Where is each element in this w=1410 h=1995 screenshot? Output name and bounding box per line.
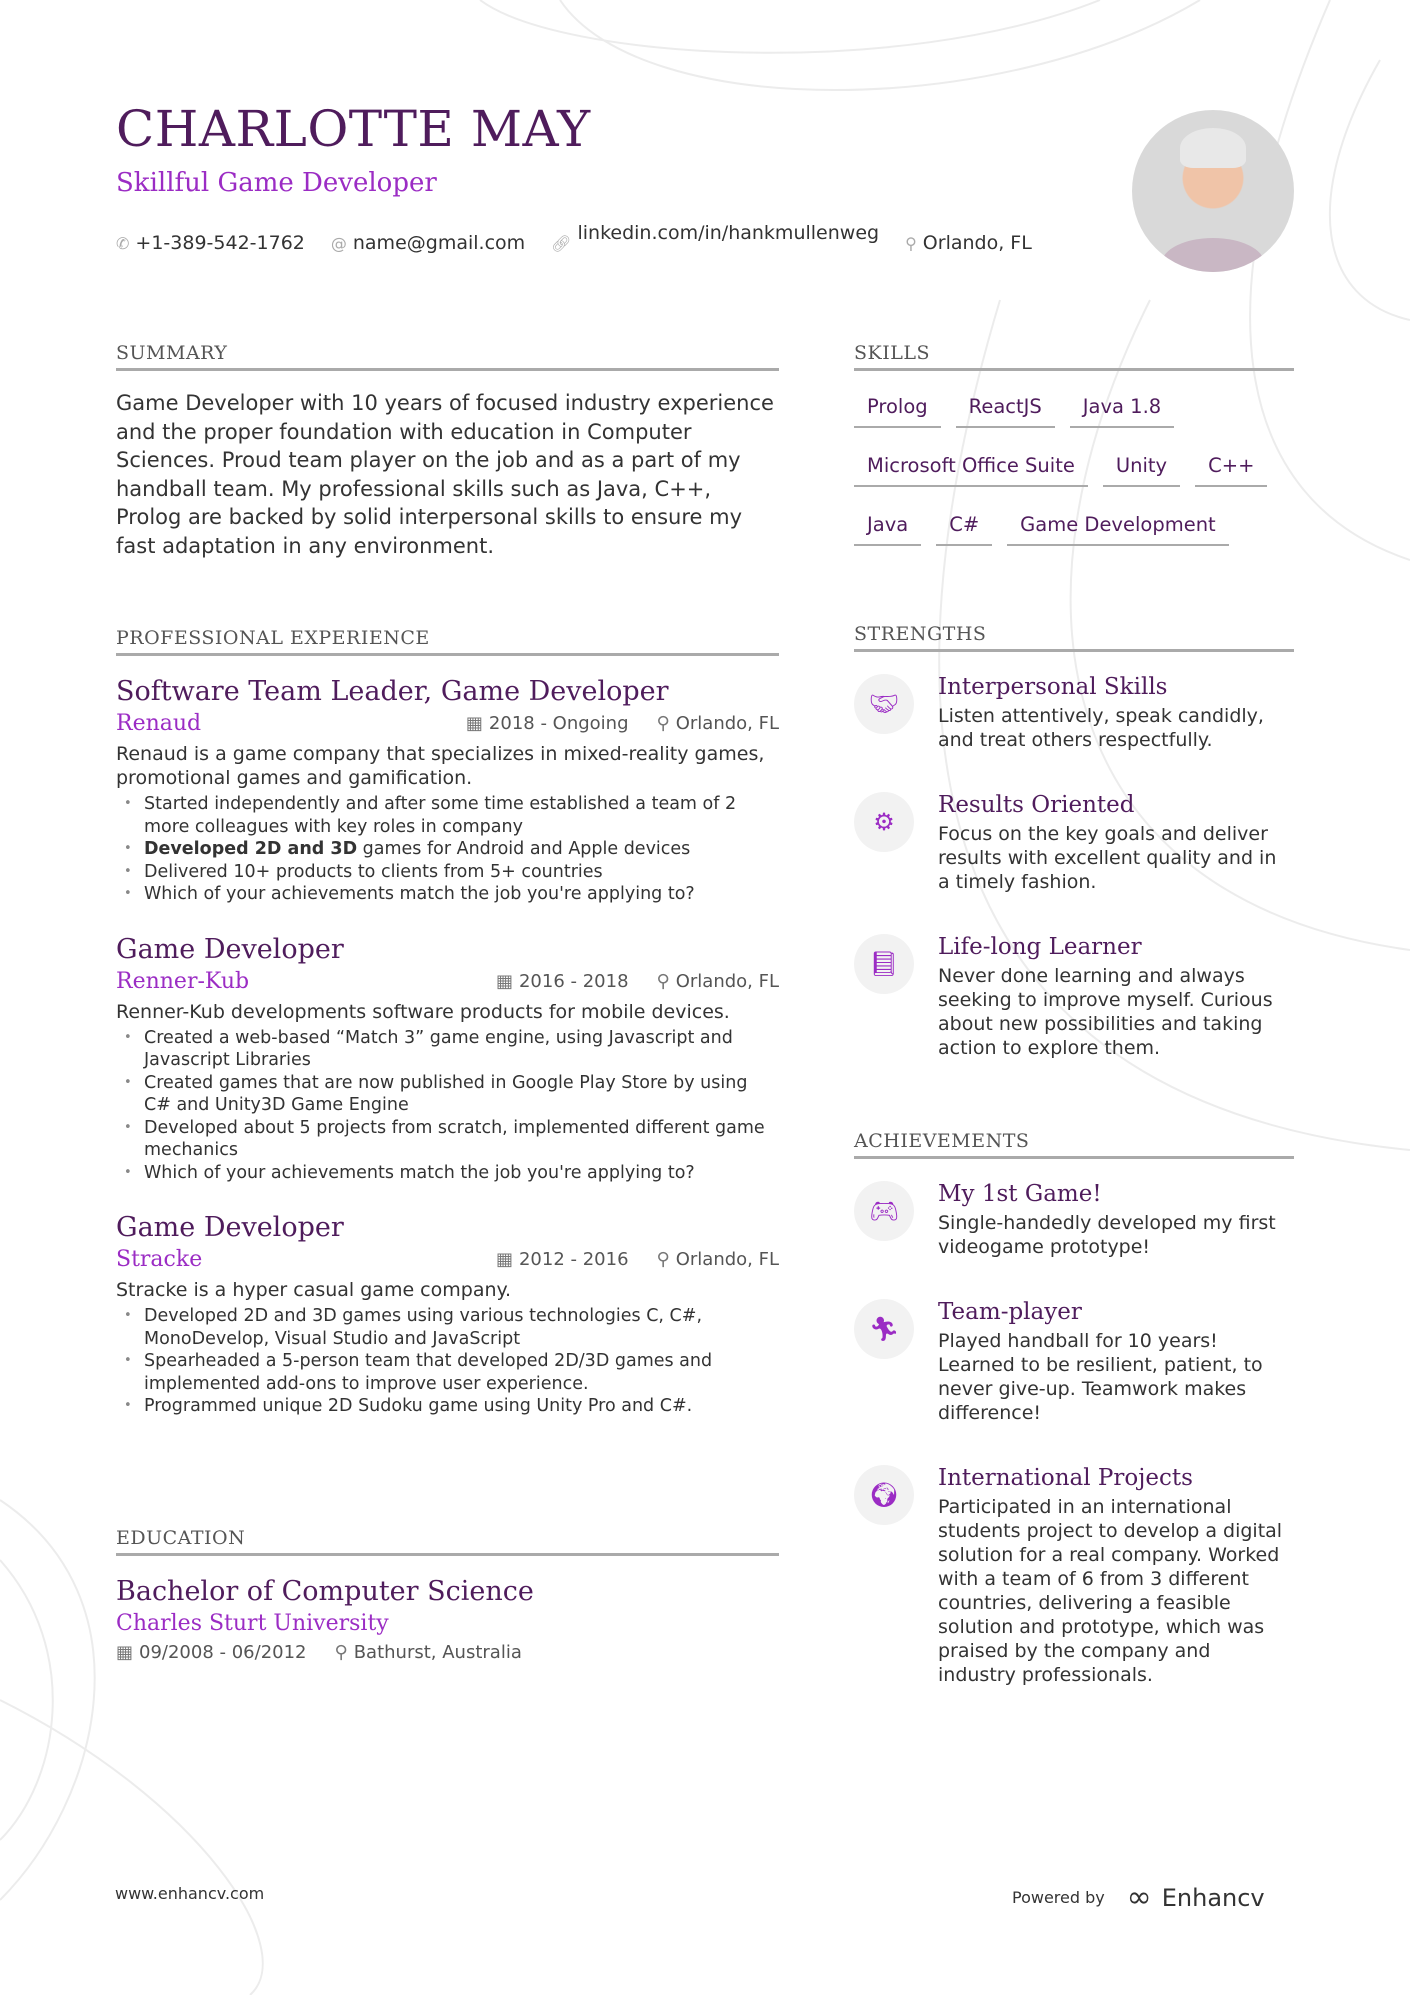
link-icon: 🔗︎ <box>551 233 572 253</box>
achievement-item: 🏃︎ Team-player Played handball for 10 years! Learned to be resilient, patient, to never give-up. Teamwork makes difference! <box>854 1299 1294 1425</box>
contact-location: ⚲ Orlando, FL <box>905 232 1032 254</box>
job-entry: Game Developer Stracke ▦ 2012 - 2016 ⚲ Orlando, FL Stracke is a hyper casual game company. • Developed 2D and 3D games using various technologies C, C#, MonoDevelop, Visual Studio and JavaScript • Spearheaded a 5-person team that developed 2D/3D games and implemented add-ons to improve user experience. • Programmed unique 2D Sudoku game using Unity Pro and C#. <box>116 1212 779 1418</box>
candidate-name: CHARLOTTE MAY <box>116 100 591 158</box>
education-section: EDUCATION Bachelor of Computer Science Charles Sturt University ▦ 09/2008 - 06/2012 ⚲ Bathurst, Australia <box>116 1527 779 1663</box>
skill-tag: Game Development <box>1007 507 1229 546</box>
bullet: • Developed 2D and 3D games using various technologies C, C#, MonoDevelop, Visual Studio and JavaScript <box>116 1305 779 1350</box>
experience-section <box>116 627 779 1418</box>
section-heading: STRENGTHS <box>854 623 1294 652</box>
job-location: ⚲ Orlando, FL <box>656 713 779 734</box>
skills-section <box>854 342 1294 566</box>
bullet: • Delivered 10+ products to clients from 5+ countries <box>116 861 779 884</box>
company-description: Stracke is a hyper casual game company. <box>116 1279 512 1301</box>
company-name: Stracke <box>116 1247 203 1272</box>
globe-icon: 🌍︎ <box>854 1465 914 1525</box>
contact-email[interactable]: @ name@gmail.com <box>330 232 526 254</box>
bullet: • Created a web-based “Match 3” game engine, using Javascript and Javascript Libraries <box>116 1027 779 1072</box>
summary-text: Game Developer with 10 years of focused industry experience and the proper foundation with education in Computer Sciences. Proud team player on the job and as a part of my handball team. My professional skills such as Java, C++, Prolog are backed by solid interpersonal skills to ensure my fast adaptation in any environment. <box>116 391 774 558</box>
company-description: Renaud is a game company that specializes in mixed-reality games, promotional games and gamification. <box>116 743 765 789</box>
skill-tag: ReactJS <box>956 389 1055 428</box>
bullet: • Spearheaded a 5-person team that developed 2D/3D games and implemented add-ons to improve user experience. <box>116 1350 779 1395</box>
phone-icon: ✆ <box>116 233 130 253</box>
job-title: Game Developer <box>116 1212 344 1243</box>
gamepad-icon: 🎮︎ <box>854 1181 914 1241</box>
calendar-icon: ▦ <box>495 1249 513 1270</box>
bullet: • Created games that are now published in Google Play Store by using C# and Unity3D Game Engine <box>116 1072 779 1117</box>
powered-by: Powered by <box>1012 1888 1105 1907</box>
job-entry: Game Developer Renner-Kub ▦ 2016 - 2018 ⚲ Orlando, FL Renner-Kub developments software products for mobile devices. • Created a web-based “Match 3” game engine, using Javascript and Javascript Libraries • Created games that are now published in Google Play Store by using C# and Unity3D Game Engine • Developed about 5 projects from scratch, implemented different game mechanics • Which of your achievements match the job you're applying to? <box>116 934 779 1185</box>
company-name: Renaud <box>116 711 202 736</box>
location-pin-icon: ⚲ <box>905 233 917 253</box>
job-dates: ▦ 2018 - Ongoing <box>465 713 629 734</box>
contact-linkedin[interactable]: 🔗︎ linkedin.com/in/hankmullenweg <box>551 222 880 253</box>
skill-tags <box>854 389 1294 566</box>
strength-item: 📘︎ Life-long Learner Never done learning and always seeking to improve myself. Curious about new possibilities and taking action to explore them. <box>854 934 1294 1060</box>
section-heading: ACHIEVEMENTS <box>854 1130 1294 1159</box>
bullet: • Which of your achievements match the job you're applying to? <box>116 883 779 906</box>
contact-bar <box>116 222 1032 254</box>
strength-item: 🤝︎ Interpersonal Skills Listen attentively, speak candidly, and treat others respectfully. <box>854 674 1294 752</box>
bullet: • Developed 2D and 3D games for Android and Apple devices <box>116 838 779 861</box>
location-pin-icon: ⚲ <box>656 713 670 734</box>
bullet: • Programmed unique 2D Sudoku game using Unity Pro and C#. <box>116 1395 779 1418</box>
skill-tag: Unity <box>1103 448 1180 487</box>
school: Charles Sturt University <box>116 1611 389 1636</box>
company-name: Renner-Kub <box>116 968 250 994</box>
summary-section <box>116 342 779 560</box>
degree: Bachelor of Computer Science <box>116 1576 534 1607</box>
job-title: Software Team Leader, Game Developer <box>116 676 669 707</box>
section-heading: SUMMARY <box>116 342 779 371</box>
infinity-logo-icon: ∞ <box>1126 1880 1152 1915</box>
strengths-section <box>854 623 1294 1060</box>
candidate-title: Skillful Game Developer <box>116 168 437 198</box>
section-heading: SKILLS <box>854 342 1294 371</box>
skill-tag: Microsoft Office Suite <box>854 448 1088 487</box>
footer-website[interactable]: www.enhancv.com <box>115 1884 265 1903</box>
strength-item: ⚙ Results Oriented Focus on the key goals and deliver results with excellent quality and in a timely fashion. <box>854 792 1294 894</box>
section-heading: PROFESSIONAL EXPERIENCE <box>116 627 779 656</box>
running-icon: 🏃︎ <box>854 1299 914 1359</box>
bullet: • Which of your achievements match the job you're applying to? <box>116 1162 779 1185</box>
footer-branding <box>1012 1880 1265 1915</box>
calendar-icon: ▦ <box>465 713 483 734</box>
at-icon: @ <box>330 233 347 253</box>
skill-tag: C++ <box>1195 448 1267 487</box>
location-pin-icon: ⚲ <box>334 1642 348 1663</box>
section-heading: EDUCATION <box>116 1527 779 1556</box>
calendar-icon: ▦ <box>495 970 513 992</box>
gears-icon: ⚙ <box>854 792 914 852</box>
contact-phone: ✆ +1-389-542-1762 <box>116 232 305 254</box>
achievements-section <box>854 1130 1294 1687</box>
profile-photo <box>1132 110 1294 272</box>
skill-tag: Java 1.8 <box>1070 389 1174 428</box>
achievement-item: 🎮︎ My 1st Game! Single-handedly developed my first videogame prototype! <box>854 1181 1294 1259</box>
job-title: Game Developer <box>116 933 344 965</box>
handshake-icon: 🤝︎ <box>854 674 914 734</box>
job-bullets <box>116 793 779 906</box>
achievement-item: 🌍︎ International Projects Participated in an international students project to develop a digital solution for a real company. Worked with a team of 6 from 3 different countries, delivering a feasible solution and prototype, which was praised by the company and industry professionals. <box>854 1465 1294 1687</box>
location-pin-icon: ⚲ <box>656 970 670 992</box>
company-description: Renner-Kub developments software products for mobile devices. <box>116 1000 730 1023</box>
calendar-icon: ▦ <box>116 1642 134 1663</box>
enhancv-logo[interactable]: ∞ Enhancv <box>1126 1880 1265 1915</box>
bullet: • Developed about 5 projects from scratch, implemented different game mechanics <box>116 1117 779 1162</box>
job-entry <box>116 676 779 906</box>
location-pin-icon: ⚲ <box>656 1249 670 1270</box>
bullet: • Started independently and after some time established a team of 2 more colleagues with key roles in company <box>116 793 779 838</box>
skill-tag: C# <box>936 507 992 546</box>
book-icon: 📘︎ <box>854 934 914 994</box>
skill-tag: Prolog <box>854 389 941 428</box>
skill-tag: Java <box>854 507 921 546</box>
